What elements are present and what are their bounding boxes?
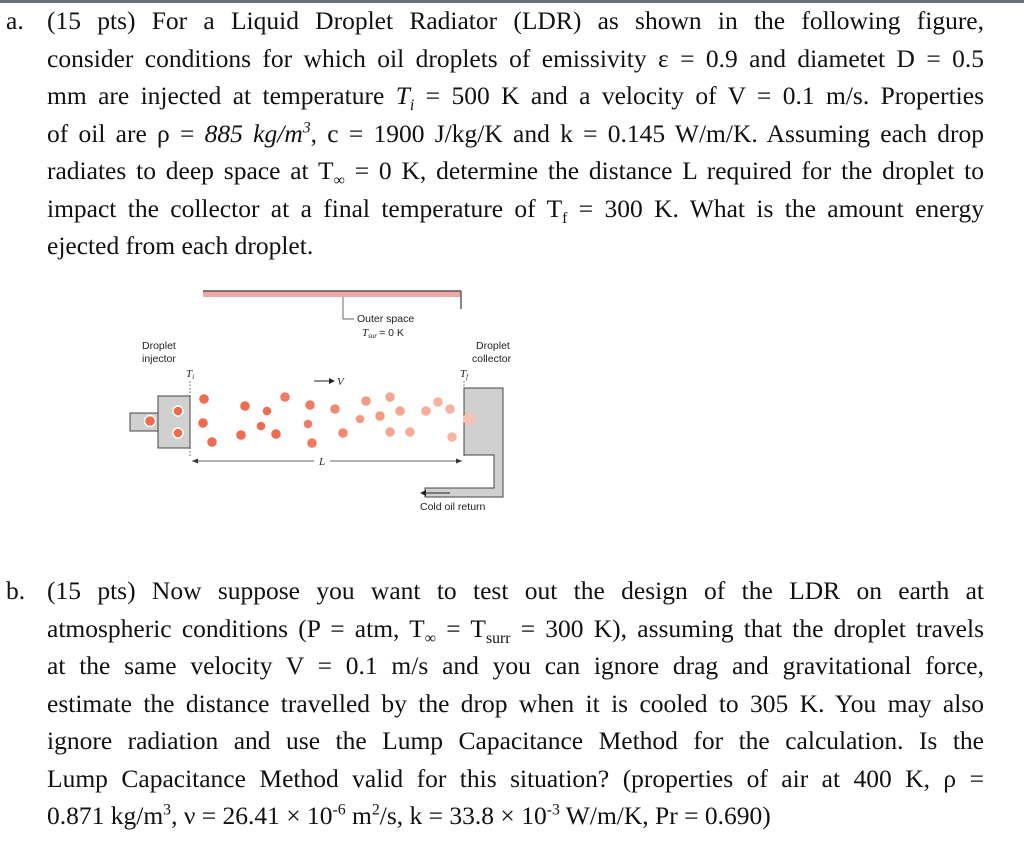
problem-b-line-2: atmospheric conditions (P = atm, $T_\infty = T_{surr} = 300$ K), assuming that the droplet travels — [47, 613, 985, 647]
collector-label-2: collector — [472, 353, 512, 365]
outer-space-label: Outer space — [357, 313, 415, 325]
collector-label-1: Droplet — [476, 340, 510, 352]
problem-a-line-5: radiates to deep space at $T_\infty = 0$ K, determine the distance L required for the droplet to — [47, 156, 984, 190]
injector-label-2: injector — [142, 353, 176, 365]
ldr-diagram — [128, 285, 518, 520]
problem-a-line-7: ejected from each droplet. — [47, 231, 314, 260]
problem-a-points: (15 pts) — [47, 6, 136, 35]
problem-a-line-4: of oil are ρ = 885 $kg/m^3$, c = 1900 J/kg/K and k = 0.145 W/m/K. Assuming each drop — [47, 118, 984, 148]
problem-a-line-6: impact the collector at a final temperature of $T_f = 300$ K. What is the amount energy — [47, 193, 985, 227]
problem-b-label: b. — [6, 576, 26, 605]
problem-a-line-1: (15 pts) For a Liquid Droplet Radiator (LDR) as shown in the following figure, — [47, 6, 985, 35]
problem-a-line-2: consider conditions for which oil droplets of emissivity ε = 0.9 and diametet D = 0.5 — [47, 43, 984, 73]
injector-label-1: Droplet — [142, 340, 176, 352]
tf-label: Tf — [460, 368, 469, 381]
ti-label: Ti — [186, 368, 195, 381]
problem-b-line-1: (15 pts) Now suppose you want to test out the design of the LDR on earth at — [47, 576, 984, 605]
problem-b-line-6: Lump Capacitance Method valid for this situation? (properties of air at 400 K, ρ = — [47, 763, 984, 793]
problem-b-line-4: estimate the distance travelled by the drop when it is cooled to 305 K. You may also — [47, 688, 984, 718]
problem-b-line-3: at the same velocity V = 0.1 m/s and you can ignore drag and gravitational force, — [47, 651, 984, 680]
injector-body — [158, 396, 190, 448]
cold-oil-label: Cold oil return — [420, 501, 486, 513]
droplet-stream — [145, 392, 476, 449]
problem-b-line-5: ignore radiation and use the Lump Capacitance Method for the calculation. Is the — [47, 726, 984, 755]
top-panel-bar — [203, 291, 461, 297]
problem-b-points: (15 pts) — [47, 576, 136, 605]
ldr-figure — [128, 285, 518, 525]
length-label: L — [319, 456, 326, 468]
problem-a-line-3: mm are injected at temperature $T_i = 500$ K and a velocity of V = 0.1 m/s. Properties — [47, 81, 985, 115]
velocity-label: V — [337, 376, 344, 388]
tsur-label: Tsur = 0 K — [362, 327, 404, 340]
problem-a-label: a. — [6, 6, 24, 35]
problem-b-line-7: 0.871 $kg/m^3$, $\nu = 26.41 \times 10^{-6}$ $m^2/s$, $k = 33.8 \times 10^{-3}$ W/m/K, Pr = 0.690) — [47, 801, 771, 830]
